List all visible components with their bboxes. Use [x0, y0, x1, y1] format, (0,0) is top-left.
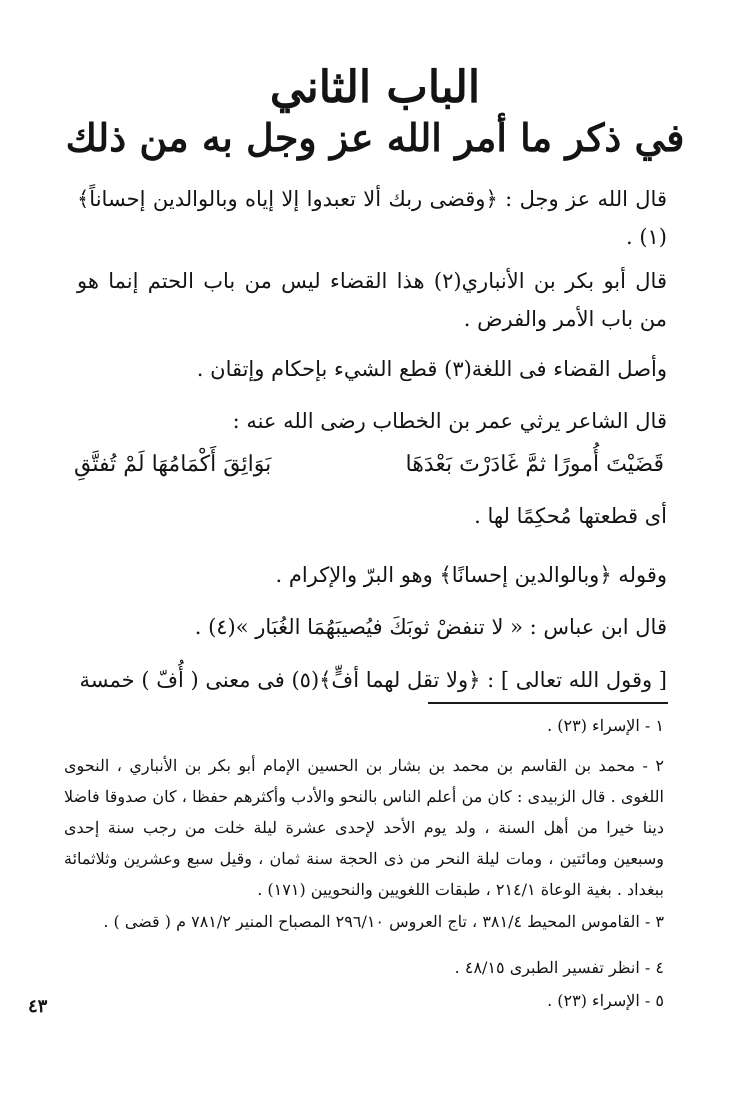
paragraph-ibn-abbas: قال ابن عباس : « لا تنفضْ ثوبَكَ فيُصيبَهُمَا الغُبَار »(٤) .	[194, 615, 667, 639]
footnote-divider	[428, 702, 668, 704]
verse-hemistich-first: قَضَيْتَ أُمورًا ثمَّ غَادَرْتَ بَعْدَهَا	[405, 452, 664, 477]
footnote-3: ٣ - القاموس المحيط ٣٨١/٤ ، تاج العروس ٢٩٦/١٠ المصباح المنير ٧٨١/٢ م ( قضى ) .	[103, 912, 664, 931]
paragraph-parents: وقوله ﴿وبالوالدين إحسانًا﴾ وهو البرّ والإكرام .	[275, 563, 667, 587]
footnote-1: ١ - الإسراء (٢٣) .	[547, 716, 664, 735]
verse-hemistich-second: بَوَائِقَ أَكْمَامُهَا لَمْ تُفتَّقِ	[74, 452, 272, 477]
chapter-subtitle: في ذكر ما أمر الله عز وجل به من ذلك	[65, 115, 685, 160]
paragraph-qada-meaning: وأصل القضاء فى اللغة(٣) قطع الشيء بإحكام وإتقان .	[196, 357, 667, 381]
paragraph-anbari: قال أبو بكر بن الأنباري(٢) هذا القضاء ليس من باب الحتم إنما هو من باب الأمر والفرض .	[77, 269, 667, 331]
poetry-verse	[74, 445, 664, 485]
paragraph-verse-explanation: أى قطعتها مُحكِمًا لها .	[474, 504, 667, 528]
page-number: ٤٣	[28, 996, 48, 1017]
chapter-title: الباب الثاني	[269, 62, 481, 113]
footnote-2: ٢ - محمد بن القاسم بن محمد بن بشار بن الحسين الإمام أبو بكر بن الأنباري ، النحوى اللغوى . قال الزبيدى : كان من أعلم الناس بالنحو والأدب وأكثرهم حفظا ، كان صدوقا فاضلا دينا خيرا من أهل السنة ، ولد يوم الأحد لإحدى عشرة ليلة خلت من رجب سنة إحدى وسبعين ومائتين ، ومات ليلة النحر من ذى الحجة سنة ثمان ، وقيل سبع وعشرين وثلاثمائة ببغداد . بغية الوعاة ٢١٤/١ ، طبقات اللغويين والنحويين (١٧١) .	[64, 756, 665, 899]
footnote-4: ٤ - انظر تفسير الطبرى ٤٨/١٥ .	[454, 958, 664, 977]
paragraph-uff: [ وقول الله تعالى ] : ﴿ولا تقل لهما أفٍّ﴾(٥) فى معنى ( أُفّ ) خمسة	[79, 668, 667, 692]
paragraph-poet-intro: قال الشاعر يرثي عمر بن الخطاب رضى الله عنه :	[232, 409, 667, 433]
footnote-5: ٥ - الإسراء (٢٣) .	[547, 991, 664, 1010]
paragraph-quran-verse: قال الله عز وجل : ﴿وقضى ربك ألا تعبدوا إلا إياه وبالوالدين إحساناً﴾(١) .	[77, 187, 667, 249]
